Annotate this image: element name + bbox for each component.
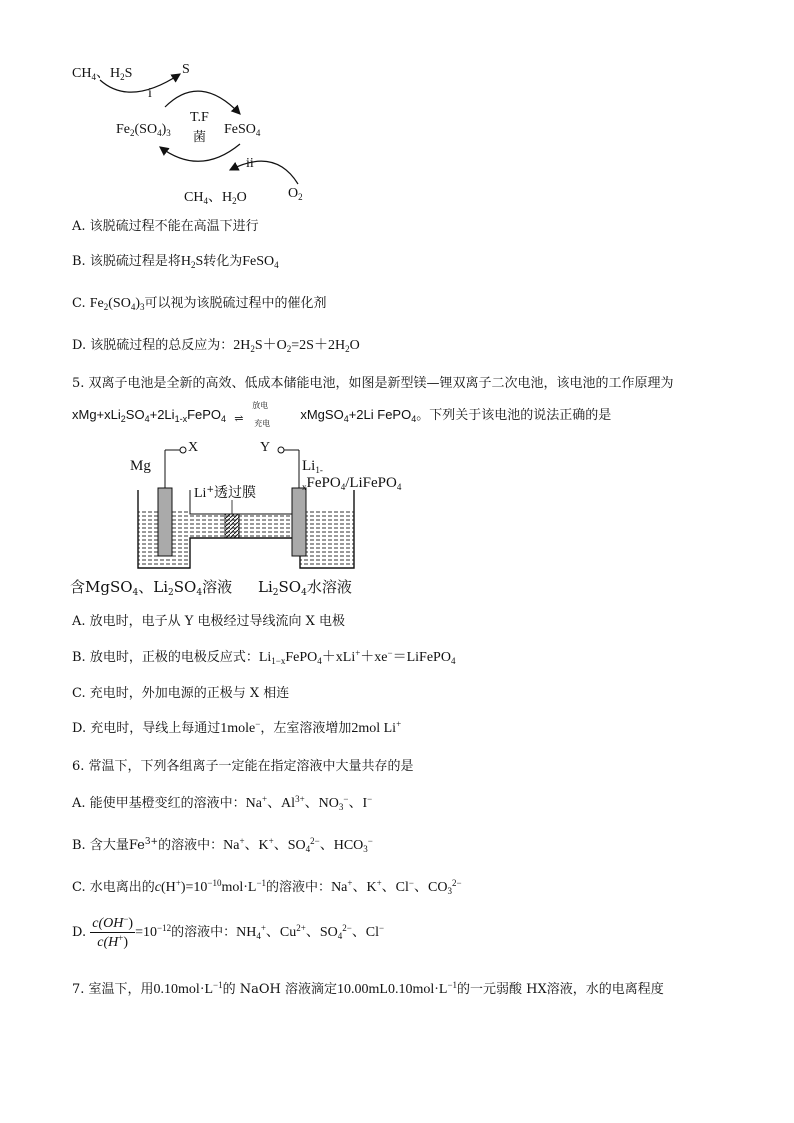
o2-label: $O_2$ <box>288 186 303 202</box>
q6-option-a: A. 能使甲基橙变红的溶液中：Na+、$Al^{3+}$、$NO_3^-$、I− <box>72 794 373 812</box>
q7-stem: 7. 室温下，用$0.10mol\cdot L^{-1}$的 NaOH 溶液滴定$10.00mL0.10mol\cdot L^{-1}$的一元弱酸 HX溶液，水的电离程度 <box>72 980 664 997</box>
left-solution-label: 含MgSO$_4$、$Li_2SO_4$溶液 <box>70 578 233 598</box>
right-electrode-label: $Li_{1-x}FePO_4/LiFePO_4$ <box>302 458 402 492</box>
terminal-y-label: Y <box>260 440 271 455</box>
q6-option-c: C. 水电离出的$c(H^+)=10^{-10}mol\cdot L^{-1}$的溶液中：Na+、K+、Cl−、$CO_3^{2-}$ <box>72 878 462 896</box>
q4-option-d: D. 该脱硫过程的总反应为：$2H_2S+O_2=2S+2H_2O$ <box>72 338 360 354</box>
mg-electrode-label: Mg <box>130 458 151 474</box>
terminal-x-label: X <box>188 440 199 455</box>
cycle-diagram <box>60 52 320 212</box>
reversible-arrow: 放电 ⇌ 充电 <box>234 400 271 428</box>
battery-diagram <box>70 438 402 598</box>
oh-h-ratio: $\frac{c(OH^-)}{c(H^+)}$ <box>92 914 134 950</box>
step-i-label: i <box>148 86 152 101</box>
q5-option-b: B. 放电时，正极的电极反应式：$Li_{1-x}FePO_4+xLi^++xe^-=LiFePO_4$ <box>72 648 456 666</box>
q5-option-c: C. 充电时，外加电源的正极与 X 相连 <box>72 686 290 701</box>
q5-stem-line2: $xMg+xLi_2SO_4+2Li_{1-x}FePO_4$ 放电 ⇌ 充电 xMgSO$_4$+2Li FePO$_4$。下列关于该电池的说法正确的是 <box>72 400 612 428</box>
right-solution-label: $Li_2SO_4$水溶液 <box>258 578 352 598</box>
feso4-label: FeSO$_4$ <box>224 122 261 138</box>
q5-stem-line1: 5. 双离子电池是全新的高效、低成本储能电池，如图是新型镁—锂双离子二次电池，该电池的工作原理为 <box>72 376 674 391</box>
q5-option-a: A. 放电时，电子从 Y 电极经过导线流向 X 电极 <box>72 614 346 629</box>
bacteria-label: 菌 <box>193 130 207 145</box>
q4-option-a: A. 该脱硫过程不能在高温下进行 <box>72 219 259 234</box>
ch4-h2o-label: $CH_4$、$H_2O$ <box>184 190 247 206</box>
q4-option-c: C. $Fe_2(SO_4)_3$可以视为该脱硫过程中的催化剂 <box>72 296 327 312</box>
fe2so43-label: $Fe_2(SO_4)_3$ <box>116 122 171 138</box>
tf-label: T.F <box>190 110 209 125</box>
membrane-label: Li+透过膜 <box>194 485 256 501</box>
q6-stem: 6. 常温下，下列各组离子一定能在指定溶液中大量共存的是 <box>72 759 414 774</box>
q6-option-b: B. 含大量$Fe^{3+}$的溶液中：Na+、K+、$SO_4^{2-}$、$HCO_3^-$ <box>72 836 373 854</box>
step-ii-label: ii <box>246 156 254 171</box>
q4-option-b: B. 该脱硫过程是将$H_2S$转化为FeSO$_4$ <box>72 254 279 270</box>
s-label: S <box>182 62 190 77</box>
q6-option-d: D. $\frac{c(OH^-)}{c(H^+)}$ $=10^{-12}$的溶液中：$NH_4^+$、$Cu^{2+}$、$SO_4^{2-}$、Cl− <box>72 914 385 950</box>
ch4-h2s-label: $CH_4$、$H_2S$ <box>72 66 133 82</box>
q5-option-d: D. 充电时，导线上每通过1mole−，左室溶液增加2mol Li+ <box>72 719 402 736</box>
